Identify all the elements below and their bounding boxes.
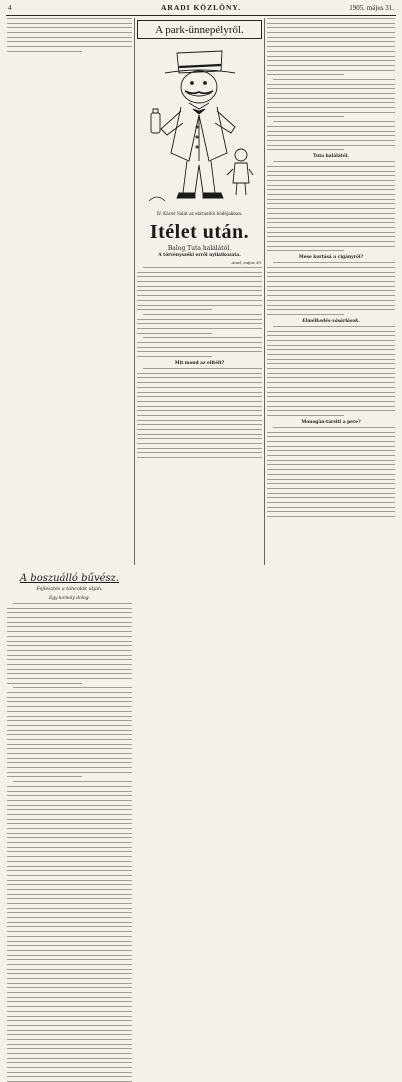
text-line (267, 189, 395, 190)
text-line (7, 828, 132, 829)
cartoon-illustration (137, 43, 262, 208)
text-line (267, 140, 395, 141)
text-line (137, 392, 262, 393)
text-line (267, 208, 395, 209)
text-line (137, 319, 262, 320)
text-line (7, 1034, 132, 1035)
mid-heading: Mit mond az elitélt? (174, 361, 225, 367)
text-line (7, 945, 132, 946)
text-line (7, 978, 132, 979)
text-line (7, 1016, 132, 1017)
text-line (267, 185, 395, 186)
text-line (267, 507, 395, 508)
text-line (7, 800, 132, 801)
dateline: Arad, május 30. (231, 260, 262, 265)
text-line (7, 720, 132, 721)
text-line (7, 1062, 132, 1063)
text-line (7, 753, 132, 754)
text-line (267, 272, 395, 273)
text-line (7, 1006, 132, 1007)
text-line (7, 701, 132, 702)
section-heading-monogan: Monogán-társiti a pere? (301, 419, 361, 425)
text-line (267, 493, 395, 494)
text-line (7, 673, 132, 674)
text-line (267, 41, 395, 42)
text-line (137, 443, 262, 444)
text-line (7, 1011, 132, 1012)
text-line (267, 455, 395, 456)
text-line (7, 37, 132, 38)
text-line (267, 51, 395, 52)
text-line (7, 767, 132, 768)
text-line (7, 955, 132, 956)
text-line (7, 1044, 132, 1045)
text-line (267, 305, 395, 306)
text-line (7, 608, 132, 609)
text-line (267, 107, 395, 108)
text-line (7, 645, 132, 646)
text-line (7, 622, 132, 623)
text-line (7, 880, 132, 881)
text-line (7, 1001, 132, 1002)
text-line (267, 450, 395, 451)
text-line (273, 262, 395, 263)
text-line (7, 748, 132, 749)
text-line (267, 392, 395, 393)
text-line (267, 446, 395, 447)
article-title-itelet-utan: Itélet után. (149, 221, 250, 243)
text-line (7, 18, 132, 19)
text-line (7, 903, 132, 904)
text-line (7, 692, 132, 693)
text-line (267, 112, 395, 113)
text-line (7, 805, 132, 806)
text-line (7, 851, 132, 852)
text-line (267, 286, 395, 287)
text-line (7, 833, 132, 834)
text-line (7, 32, 132, 33)
text-line (267, 497, 395, 498)
article-body-col3-b (267, 161, 395, 251)
text-line (267, 37, 395, 38)
text-line (7, 697, 132, 698)
text-line (137, 401, 262, 402)
text-line (267, 70, 395, 71)
text-line (267, 436, 395, 437)
issue-date: 1905. május 31. (349, 4, 394, 12)
column-separator (264, 18, 265, 565)
text-line (7, 762, 132, 763)
text-line (137, 309, 212, 310)
text-line (7, 819, 132, 820)
text-line (267, 56, 395, 57)
text-line (7, 997, 132, 998)
text-line (267, 149, 344, 150)
text-line (267, 102, 395, 103)
text-line (137, 434, 262, 435)
text-line (137, 382, 262, 383)
text-line (267, 84, 395, 85)
text-line (267, 175, 395, 176)
text-line (137, 323, 262, 324)
text-line (137, 452, 262, 453)
text-line (267, 126, 395, 127)
text-line (267, 145, 395, 146)
text-line (137, 356, 212, 357)
text-line (7, 795, 132, 796)
text-line (7, 27, 132, 28)
text-line (137, 457, 262, 458)
text-line (267, 432, 395, 433)
text-line (7, 636, 132, 637)
text-line (143, 267, 262, 268)
text-line (7, 1030, 132, 1031)
article-body-itelet (137, 267, 262, 357)
text-line (7, 664, 132, 665)
text-line (267, 516, 395, 517)
text-line (267, 387, 395, 388)
text-line (267, 236, 395, 237)
text-line (7, 669, 132, 670)
text-line (273, 79, 395, 80)
text-line (267, 98, 395, 99)
text-line (7, 725, 132, 726)
text-line (7, 711, 132, 712)
text-line (7, 847, 132, 848)
text-line (267, 377, 395, 378)
text-line (7, 650, 132, 651)
text-line (267, 406, 395, 407)
header-rule (6, 15, 396, 16)
text-line (137, 276, 262, 277)
text-line (7, 655, 132, 656)
text-line (267, 410, 395, 411)
text-line (7, 683, 82, 684)
text-line (267, 213, 395, 214)
text-line (137, 429, 262, 430)
text-line (13, 687, 132, 688)
text-line (7, 46, 132, 47)
text-line (267, 331, 395, 332)
text-line (267, 88, 395, 89)
text-line (7, 1067, 132, 1068)
text-line (7, 870, 132, 871)
text-line (267, 335, 395, 336)
text-line (267, 401, 395, 402)
text-line (267, 18, 395, 19)
article-body-col3-d (267, 326, 395, 416)
text-line (267, 171, 395, 172)
text-line (137, 286, 262, 287)
text-line (7, 809, 132, 810)
section-box-park-unnepely (137, 20, 262, 39)
text-line (7, 776, 82, 777)
article-body-itelet-2 (137, 368, 262, 458)
text-line (267, 267, 395, 268)
text-line (7, 917, 132, 918)
text-line (143, 337, 262, 338)
text-line (267, 295, 395, 296)
text-line (137, 415, 262, 416)
text-line (267, 241, 395, 242)
text-line (267, 23, 395, 24)
text-line (7, 730, 132, 731)
text-line (267, 227, 395, 228)
text-line (7, 823, 132, 824)
text-line (267, 368, 395, 369)
text-line (7, 659, 132, 660)
text-line (7, 716, 132, 717)
text-line (267, 93, 395, 94)
page-number: 4 (8, 4, 12, 12)
text-line (7, 23, 132, 24)
text-line (267, 373, 395, 374)
text-line (267, 511, 395, 512)
text-line (7, 973, 132, 974)
text-line (267, 203, 395, 204)
text-line (267, 199, 395, 200)
text-line (267, 460, 395, 461)
text-line (137, 305, 262, 306)
text-line (7, 941, 132, 942)
section-heading-elmelkedes: Elmélkedés-vásárlások. (302, 318, 360, 324)
text-line (7, 842, 132, 843)
text-line (137, 333, 212, 334)
text-line (7, 1025, 132, 1026)
text-line (7, 612, 132, 613)
text-line (7, 1058, 132, 1059)
text-line (137, 438, 262, 439)
text-line (7, 987, 132, 988)
text-line (7, 969, 132, 970)
column-2 (137, 18, 262, 567)
text-line (267, 314, 344, 315)
text-line (267, 232, 395, 233)
text-line (267, 382, 395, 383)
text-line (137, 328, 262, 329)
text-line (267, 60, 395, 61)
text-line (137, 300, 262, 301)
text-line (137, 410, 262, 411)
text-line (267, 300, 395, 301)
text-line (7, 837, 132, 838)
text-line (7, 856, 132, 857)
text-line (267, 290, 395, 291)
text-line (7, 631, 132, 632)
text-line (267, 474, 395, 475)
illustration-caption: IV. Kácér Salát az elárusítói bódéjakban. (156, 211, 243, 216)
text-line (7, 1072, 132, 1073)
text-line (7, 1048, 132, 1049)
text-line (267, 218, 395, 219)
text-line (7, 1076, 132, 1077)
text-line (267, 349, 395, 350)
text-line (7, 922, 132, 923)
text-line (267, 135, 395, 136)
text-line (137, 420, 262, 421)
text-line (7, 950, 132, 951)
text-line (267, 74, 344, 75)
section-heading-tuta: Tuta halálától. (313, 154, 349, 160)
article-subheading: A törvényszéki erről nyilatkozata. (158, 253, 241, 258)
text-line (7, 959, 132, 960)
text-line (267, 441, 395, 442)
column-1 (7, 18, 132, 601)
text-line (7, 791, 132, 792)
text-line (13, 603, 132, 604)
text-line (137, 295, 262, 296)
article-body (7, 603, 132, 1082)
section-heading-mese: Mese kortásá a cigányról? (298, 255, 364, 261)
text-line (137, 290, 262, 291)
text-line (137, 424, 262, 425)
text-line (267, 479, 395, 480)
text-line (7, 1020, 132, 1021)
text-line (267, 363, 395, 364)
text-line (7, 758, 132, 759)
text-line (7, 983, 132, 984)
text-line (137, 377, 262, 378)
text-line (267, 354, 395, 355)
text-line (7, 889, 132, 890)
text-line (7, 41, 132, 42)
article-body-col3-a (267, 18, 395, 150)
text-line (267, 340, 395, 341)
text-line (7, 875, 132, 876)
text-line (267, 166, 395, 167)
paper-name: ARADI KÖZLÖNY. (161, 3, 241, 12)
text-line (267, 415, 344, 416)
text-line (267, 276, 395, 277)
text-line (7, 617, 132, 618)
section-heading: Egy komoly dolog. (49, 596, 90, 601)
text-line (137, 281, 262, 282)
text-line (7, 772, 132, 773)
text-line (137, 396, 262, 397)
text-line (7, 912, 132, 913)
text-line (7, 734, 132, 735)
text-line (7, 894, 132, 895)
page-header (8, 3, 394, 15)
text-line (7, 898, 132, 899)
text-line (7, 739, 132, 740)
section-box-title: A park-ünnepélyről. (155, 24, 244, 36)
text-line (137, 373, 262, 374)
text-line (273, 427, 395, 428)
text-line (267, 469, 395, 470)
text-line (7, 706, 132, 707)
text-line (7, 964, 132, 965)
article-body-col3-e (267, 427, 395, 517)
text-line (143, 314, 262, 315)
text-line (267, 464, 395, 465)
text-line (7, 992, 132, 993)
column-separator (134, 18, 135, 565)
text-line (7, 641, 132, 642)
article-title-boszuallo: A boszuálló bűvész. (19, 573, 120, 584)
text-line (267, 194, 395, 195)
text-line (267, 502, 395, 503)
text-line (267, 250, 344, 251)
text-line (137, 272, 262, 273)
text-line (267, 281, 395, 282)
text-line (273, 161, 395, 162)
text-line (137, 448, 262, 449)
text-line (7, 678, 132, 679)
text-line (137, 387, 262, 388)
text-line (7, 908, 132, 909)
text-line (273, 326, 395, 327)
text-line (7, 861, 132, 862)
text-line (267, 32, 395, 33)
text-line (7, 926, 132, 927)
text-line (7, 1053, 132, 1054)
text-line (7, 884, 132, 885)
text-line (7, 931, 132, 932)
text-line (267, 345, 395, 346)
text-line (267, 46, 395, 47)
text-line (267, 246, 395, 247)
text-line (7, 936, 132, 937)
text-line (267, 309, 395, 310)
text-block-top (7, 18, 132, 567)
text-line (267, 27, 395, 28)
text-line (267, 116, 344, 117)
column-3 (267, 18, 395, 567)
text-line (273, 121, 395, 122)
text-line (137, 406, 262, 407)
text-line (7, 51, 82, 52)
text-line (7, 744, 132, 745)
text-line (7, 814, 132, 815)
text-line (267, 222, 395, 223)
text-line (7, 626, 132, 627)
text-line (13, 781, 132, 782)
article-subtitle: Fejlesztés a táncolók útján. (36, 587, 103, 592)
text-line (267, 483, 395, 484)
text-line (267, 359, 395, 360)
text-line (267, 488, 395, 489)
text-line (267, 396, 395, 397)
text-line (137, 347, 262, 348)
text-line (143, 368, 262, 369)
article-subtitle-balog: Balog Tuta halálától. (167, 245, 232, 252)
text-line (7, 786, 132, 787)
text-line (267, 131, 395, 132)
text-line (267, 65, 395, 66)
text-line (137, 342, 262, 343)
text-line (7, 1039, 132, 1040)
text-line (137, 351, 262, 352)
text-line (7, 866, 132, 867)
article-body-col3-c (267, 262, 395, 315)
text-line (267, 180, 395, 181)
